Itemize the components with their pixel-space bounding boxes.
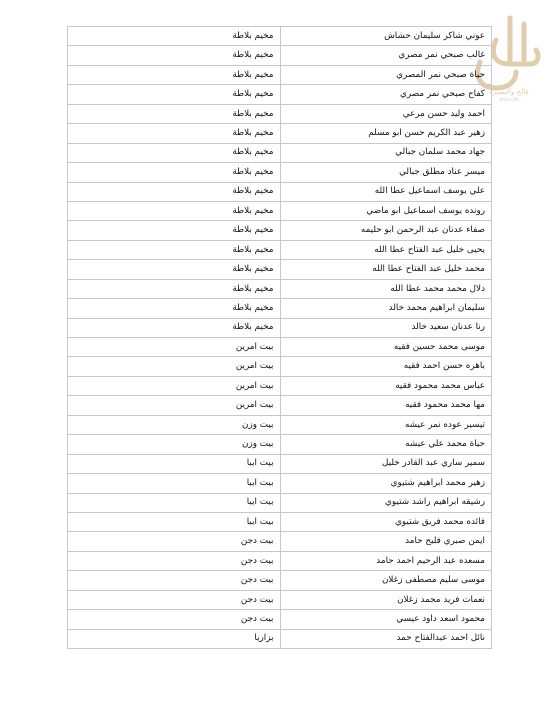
table-row <box>68 551 492 570</box>
person-name-cell: كفاح صبحي نمر مصري <box>280 85 491 104</box>
place-cell: بيت وزن <box>68 435 281 454</box>
place-cell: بيت دجن <box>68 610 281 629</box>
table-row <box>68 201 492 220</box>
names-table <box>67 26 492 649</box>
place-cell: مخيم بلاطة <box>68 124 281 143</box>
table-row <box>68 376 492 395</box>
table-row <box>68 260 492 279</box>
table-row <box>68 474 492 493</box>
place-cell: مخيم بلاطة <box>68 27 281 46</box>
watermark-subtext: فالح والبصيرة <box>489 88 529 96</box>
table-row <box>68 629 492 648</box>
person-name-cell: صفاء عدنان عبد الرحمن ابو حليمه <box>280 221 491 240</box>
person-name-cell: نائل احمد عبدالفتاح حمد <box>280 629 491 648</box>
place-cell: مخيم بلاطة <box>68 182 281 201</box>
table-row <box>68 532 492 551</box>
person-name-cell: محمد خليل عبد الفتاح عطا الله <box>280 260 491 279</box>
place-cell: مخيم بلاطة <box>68 143 281 162</box>
place-cell: مخيم بلاطة <box>68 318 281 337</box>
table-row <box>68 435 492 454</box>
person-name-cell: رنا عدنان سعيد خالد <box>280 318 491 337</box>
person-name-cell: ميسر عناد مطلق جبالي <box>280 163 491 182</box>
table-row <box>68 46 492 65</box>
person-name-cell: دلال محمد محمد عطا الله <box>280 279 491 298</box>
place-cell: مخيم بلاطة <box>68 163 281 182</box>
place-cell: بزاريا <box>68 629 281 648</box>
table-row <box>68 318 492 337</box>
person-name-cell: موسى سليم مصطفى زغلان <box>280 571 491 590</box>
person-name-cell: زهير عبد الكريم حسن ابو مسلم <box>280 124 491 143</box>
table-row <box>68 124 492 143</box>
table-row <box>68 163 492 182</box>
person-name-cell: موسى محمد حسين فقيه <box>280 338 491 357</box>
person-name-cell: حياة محمد علي عيشه <box>280 435 491 454</box>
table-row <box>68 415 492 434</box>
place-cell: مخيم بلاطة <box>68 201 281 220</box>
person-name-cell: عوني شاكر سليمان حشاش <box>280 27 491 46</box>
table-row <box>68 454 492 473</box>
names-table-body <box>68 27 492 649</box>
place-cell: بيت دجن <box>68 571 281 590</box>
place-cell: بيت امرين <box>68 396 281 415</box>
person-name-cell: رونده يوسف اسماعيل ابو ماضي <box>280 201 491 220</box>
person-name-cell: احمد وليد حسن مرعي <box>280 104 491 123</box>
person-name-cell: ايمن صبري فليح حامد <box>280 532 491 551</box>
place-cell: مخيم بلاطة <box>68 85 281 104</box>
table-row <box>68 338 492 357</box>
place-cell: مخيم بلاطة <box>68 240 281 259</box>
table-row <box>68 85 492 104</box>
watermark-latin-text: BALCOM <box>499 98 519 102</box>
table-row <box>68 182 492 201</box>
table-row <box>68 299 492 318</box>
table-row <box>68 240 492 259</box>
place-cell: مخيم بلاطة <box>68 104 281 123</box>
person-name-cell: مها محمد محمود فقيه <box>280 396 491 415</box>
person-name-cell: جهاد محمد سلمان جبالي <box>280 143 491 162</box>
table-row <box>68 143 492 162</box>
person-name-cell: عباس محمد محمود فقيه <box>280 376 491 395</box>
person-name-cell: سمير ساري عبد القادر خليل <box>280 454 491 473</box>
table-row <box>68 104 492 123</box>
place-cell: مخيم بلاطة <box>68 46 281 65</box>
table-row <box>68 590 492 609</box>
place-cell: بيت امرين <box>68 357 281 376</box>
place-cell: مخيم بلاطة <box>68 260 281 279</box>
person-name-cell: نعمات فريد محمد زغلان <box>280 590 491 609</box>
person-name-cell: مسعده عبد الرحيم احمد حامد <box>280 551 491 570</box>
person-name-cell: باهره حسن احمد فقيه <box>280 357 491 376</box>
place-cell: بيت ايبا <box>68 512 281 531</box>
table-row <box>68 65 492 84</box>
place-cell: بيت ايبا <box>68 493 281 512</box>
table-row <box>68 571 492 590</box>
table-row <box>68 610 492 629</box>
table-row <box>68 357 492 376</box>
place-cell: بيت ايبا <box>68 474 281 493</box>
place-cell: بيت وزن <box>68 415 281 434</box>
person-name-cell: حياة صبحي نمر المصري <box>280 65 491 84</box>
place-cell: بيت دجن <box>68 551 281 570</box>
person-name-cell: رشيقه ابراهيم راشد شتيوي <box>280 493 491 512</box>
person-name-cell: تيسير عوده نمر عيشه <box>280 415 491 434</box>
table-row <box>68 512 492 531</box>
person-name-cell: يحيى خليل عبد الفتاح عطا الله <box>280 240 491 259</box>
person-name-cell: سليمان ابراهيم محمد خالد <box>280 299 491 318</box>
person-name-cell: غالب صبحي نمر مصري <box>280 46 491 65</box>
person-name-cell: زهير محمد ابراهيم شتيوي <box>280 474 491 493</box>
person-name-cell: محمود اسعد داود عيسي <box>280 610 491 629</box>
table-row <box>68 221 492 240</box>
person-name-cell: فائده محمد فريق شتيوي <box>280 512 491 531</box>
person-name-cell: علي يوسف اسماعيل عطا الله <box>280 182 491 201</box>
table-row <box>68 396 492 415</box>
place-cell: بيت امرين <box>68 338 281 357</box>
place-cell: بيت دجن <box>68 590 281 609</box>
table-row <box>68 27 492 46</box>
place-cell: بيت دجن <box>68 532 281 551</box>
place-cell: مخيم بلاطة <box>68 221 281 240</box>
place-cell: مخيم بلاطة <box>68 65 281 84</box>
place-cell: مخيم بلاطة <box>68 299 281 318</box>
table-row <box>68 279 492 298</box>
place-cell: بيت امرين <box>68 376 281 395</box>
place-cell: مخيم بلاطة <box>68 279 281 298</box>
place-cell: بيت ايبا <box>68 454 281 473</box>
table-row <box>68 493 492 512</box>
